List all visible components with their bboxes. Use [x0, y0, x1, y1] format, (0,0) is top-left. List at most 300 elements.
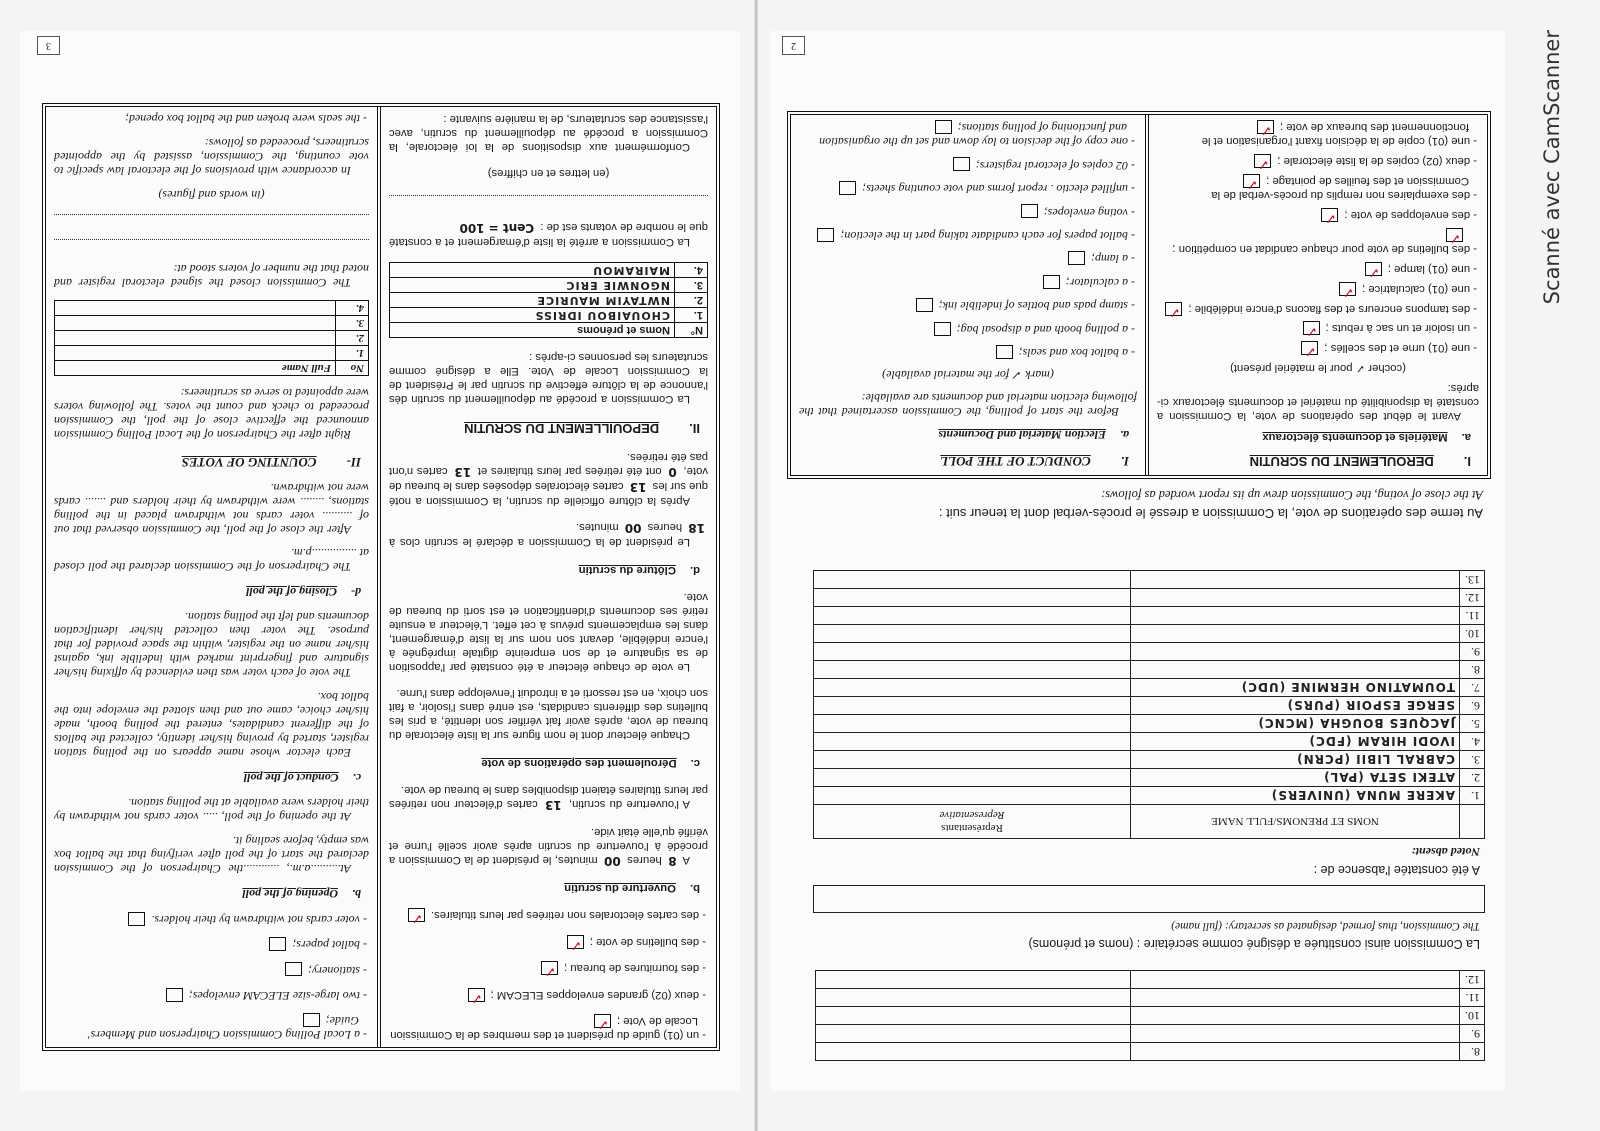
- checklist-item: [54, 988, 369, 1003]
- checkbox[interactable]: [996, 345, 1013, 359]
- row-number: 4.: [675, 262, 708, 277]
- text-segment: ont été retirées par leurs titulaires et: [474, 464, 666, 477]
- section-number: d.: [689, 563, 700, 576]
- representative-cell[interactable]: [816, 1007, 1131, 1025]
- checkmark-icon: ✓: [1324, 209, 1337, 226]
- page-number: 2: [782, 36, 805, 55]
- column-english: [791, 115, 1149, 475]
- checklist-item: [54, 1013, 369, 1042]
- header-representative: [814, 805, 1131, 839]
- header-cell: No: [336, 360, 369, 375]
- absent-label-en: Noted absent:: [1411, 845, 1480, 859]
- name-cell[interactable]: [1131, 607, 1460, 625]
- checkbox[interactable]: [1301, 341, 1318, 360]
- text-segment: A: [679, 853, 690, 866]
- row-number: 5.: [1460, 715, 1485, 733]
- checklist-item: [799, 251, 1137, 266]
- name-cell[interactable]: TOUMATINO HERMINE (UDC): [1131, 679, 1460, 697]
- text-segment: cartes n'ont pas été retirées.: [389, 450, 708, 477]
- page-number: 3: [37, 36, 60, 55]
- section-number: d-: [351, 585, 361, 600]
- table-row: [55, 345, 369, 360]
- table-row: [814, 751, 1485, 769]
- handwritten-entry[interactable]: Cent = 100: [459, 221, 535, 236]
- item-label: des bulletins de vote ;: [589, 935, 700, 948]
- item-label: des tampons encreurs et des flacons d'encre indélébile ;: [1188, 302, 1471, 315]
- checkbox[interactable]: [303, 1013, 320, 1027]
- table-row: [814, 661, 1485, 679]
- table-row: [816, 1007, 1485, 1025]
- name-cell[interactable]: [1131, 661, 1460, 679]
- item-label: une (01) lampe ;: [1387, 262, 1471, 275]
- name-cell[interactable]: [55, 345, 336, 360]
- checkbox[interactable]: [1446, 228, 1463, 246]
- handwritten-entry[interactable]: 13: [544, 798, 562, 813]
- table-row: [390, 307, 708, 322]
- closing-statement-fr: Au terme des opérations de vote, la Commission a dressé le procès-verbal dont la teneur suit :: [938, 506, 1483, 521]
- handwritten-entry[interactable]: 8: [668, 853, 677, 868]
- dotted-fill-line[interactable]: [389, 195, 708, 206]
- checkmark-icon: ✓: [1260, 122, 1272, 139]
- table-row: [816, 989, 1485, 1007]
- checklist-item: [389, 935, 708, 953]
- secretary-field[interactable]: [813, 885, 1485, 913]
- text-segment: Après la clôture officielle du scrutin, la Commission a noté que sur les: [389, 479, 708, 507]
- poll-procedure-box: [42, 103, 720, 1051]
- checklist-item: [1157, 228, 1479, 256]
- item-label: the seals were broken and the ballot box opened;: [124, 112, 360, 127]
- paragraph: [389, 520, 708, 549]
- section-number: c.: [352, 771, 361, 786]
- item-label: two large-size ELECAM envelopes;: [188, 988, 360, 1003]
- row-number: 1.: [675, 307, 708, 322]
- row-number: 12.: [1460, 971, 1485, 989]
- checklist-item: [1157, 302, 1479, 320]
- paragraph: [389, 783, 708, 812]
- checkbox[interactable]: [935, 120, 952, 134]
- table-row: [814, 769, 1485, 787]
- section-number: c.: [690, 756, 700, 769]
- item-label: des bulletins de vote pour chaque candidat en compétition ;: [1172, 242, 1471, 255]
- checkbox[interactable]: [934, 322, 951, 336]
- name-cell[interactable]: NWTAYIM MAURICE: [390, 292, 675, 307]
- name-cell[interactable]: [55, 330, 336, 345]
- name-cell[interactable]: [1131, 589, 1460, 607]
- item-label: one copy of the decision to lay down and set up the organisation and functioning of polling stations;: [819, 121, 1128, 150]
- section-title: Closing of the poll: [245, 585, 337, 600]
- secretary-label-fr: La Commission ainsi constituée a désigné comme secrétaire : (noms et prénoms): [1028, 937, 1480, 951]
- handwritten-entry[interactable]: 00: [624, 521, 642, 536]
- checkbox[interactable]: [408, 908, 425, 927]
- item-label: un (01) guide du président et des membres de la Commission Locale de Vote ;: [390, 1015, 700, 1041]
- checkbox[interactable]: [817, 228, 834, 242]
- name-cell[interactable]: [1131, 1025, 1460, 1043]
- handwritten-entry[interactable]: 13: [454, 464, 472, 479]
- row-number: 8.: [1460, 661, 1485, 679]
- table-row: [814, 787, 1485, 805]
- name-cell[interactable]: CHOUAIBOU IDRISS: [390, 307, 675, 322]
- checklist-item: [54, 112, 369, 126]
- checkbox[interactable]: [468, 988, 485, 1006]
- name-cell[interactable]: [1131, 643, 1460, 661]
- item-label: ballot papers for each candidate taking part in the election;: [840, 229, 1128, 244]
- row-number: 6.: [1460, 697, 1485, 715]
- checklist-item: [54, 962, 369, 977]
- checklist-item: [1157, 120, 1479, 148]
- text-segment: minutes, le président de la Commission a procédé à l'ouverture du scrutin après avoir scellé l'urne et vérifié qu'elle était vide.: [389, 825, 708, 866]
- representative-cell[interactable]: [814, 625, 1131, 643]
- name-cell[interactable]: ATEKI SETA (PAL): [1131, 769, 1460, 787]
- row-number: 3.: [1460, 751, 1485, 769]
- name-cell[interactable]: CABRAL LIBII (PCRN): [1131, 751, 1460, 769]
- row-number: 9.: [1460, 1025, 1485, 1043]
- column-french: [381, 107, 716, 1047]
- item-label: a ballot box and seals;: [1018, 346, 1128, 361]
- section-title: DEROULEMENT DU SCRUTIN: [1249, 454, 1434, 469]
- header-cell: N°: [675, 322, 708, 337]
- name-cell[interactable]: [1131, 571, 1460, 589]
- scrutineers-table: [389, 262, 708, 338]
- representative-cell[interactable]: [814, 715, 1131, 733]
- checklist-item: [389, 908, 708, 927]
- item-label: deux (02) copies de la liste électorale ;: [1277, 155, 1471, 167]
- header-rep-en: Representative: [939, 809, 1005, 822]
- name-cell[interactable]: [55, 300, 336, 315]
- name-cell[interactable]: [1131, 1007, 1460, 1025]
- checklist-item: [799, 298, 1137, 313]
- handwritten-entry[interactable]: 18: [688, 521, 705, 536]
- paragraph: [389, 220, 708, 249]
- section-title: DEPOUILLEMENT DU SCRUTIN: [464, 421, 660, 437]
- checklist-item: [799, 345, 1137, 360]
- name-cell[interactable]: JACQUES BOUGHA (MCNC): [1131, 715, 1460, 733]
- representative-cell[interactable]: [814, 679, 1131, 697]
- checkbox[interactable]: [1257, 120, 1274, 139]
- checklist-item: [1157, 262, 1479, 280]
- item-label: des enveloppes de vote ;: [1344, 208, 1471, 221]
- representative-cell[interactable]: [816, 1025, 1131, 1043]
- row-number: 4.: [1460, 733, 1485, 751]
- text-segment: heures: [644, 521, 686, 534]
- text-segment: La Commission a arrêté la liste d'émargement et a constaté que le nombre de votants est de :: [389, 221, 708, 249]
- representative-cell[interactable]: [814, 787, 1131, 805]
- name-cell[interactable]: NGONWIE ERIC: [390, 277, 675, 292]
- header-rep-fr: Représentants: [941, 822, 1003, 835]
- row-number: 11.: [1460, 607, 1485, 625]
- section-number: II.: [689, 421, 700, 437]
- table: [54, 300, 369, 376]
- handwritten-entry[interactable]: 00: [604, 853, 621, 868]
- subsection-heading: [389, 563, 700, 577]
- page-2: [770, 31, 1505, 1091]
- conduct-of-poll-box: [787, 111, 1491, 479]
- checklist-item: [54, 912, 369, 927]
- page-3: [20, 31, 740, 1091]
- checkbox[interactable]: [1021, 204, 1038, 218]
- item-label: un isoloir et un sac à rebuts ;: [1325, 322, 1471, 335]
- checkmark-icon: ✓: [1257, 155, 1270, 172]
- handwritten-entry[interactable]: 0: [668, 464, 677, 479]
- table-row: [814, 589, 1485, 607]
- representative-cell[interactable]: [814, 607, 1131, 625]
- section-heading: [799, 454, 1129, 468]
- members-table: [815, 970, 1485, 1061]
- table-row: [816, 971, 1485, 989]
- section-number: I.: [1120, 454, 1129, 469]
- page-fold: [754, 0, 758, 1131]
- checkbox[interactable]: [1254, 154, 1271, 172]
- subsection-heading: [54, 887, 361, 901]
- table-row: [55, 330, 369, 345]
- checklist-item: [799, 120, 1137, 149]
- section-heading: [1157, 454, 1471, 468]
- item-label: une (01) calculatrice ;: [1362, 282, 1471, 295]
- text-segment: minutes.: [575, 521, 622, 534]
- dotted-fill-line[interactable]: [54, 214, 369, 225]
- checkmark-icon: ✓: [544, 963, 557, 980]
- table-header-row: [390, 322, 708, 337]
- section-title: Conduct of the poll: [243, 771, 339, 786]
- checkbox[interactable]: [1165, 302, 1182, 320]
- checkbox[interactable]: [1339, 282, 1356, 300]
- section-title: Election Material and Documents: [938, 427, 1106, 442]
- representative-cell[interactable]: [814, 643, 1131, 661]
- scrutineers-table: [54, 300, 369, 376]
- row-number: 1.: [1460, 787, 1485, 805]
- paragraph: Before the start of polling, the Commission ascertained that the following election material and documents are available:: [799, 390, 1137, 419]
- checklist-item: [799, 158, 1137, 173]
- item-label: a calculator;: [1065, 275, 1128, 290]
- checklist-item: [799, 228, 1137, 243]
- name-cell[interactable]: [1131, 625, 1460, 643]
- table-row: [390, 277, 708, 292]
- paragraph: [389, 450, 708, 508]
- paragraph: At the opening of the poll, ..... voter cards not withdrawn by their holders were available at the polling station.: [54, 796, 369, 825]
- column-french: [1149, 115, 1487, 475]
- name-cell[interactable]: MAIRAMOU: [390, 262, 675, 277]
- row-number: 12.: [1460, 589, 1485, 607]
- checkbox[interactable]: [594, 1014, 611, 1032]
- header-full-name: NOMS ET PRENOMS/FULL NAME: [1131, 805, 1460, 839]
- camscanner-watermark: Scanné avec CamScanner: [1540, 30, 1564, 305]
- section-title: CONDUCT OF THE POLL: [940, 454, 1091, 469]
- representative-cell[interactable]: [814, 769, 1131, 787]
- checklist-item: [1157, 174, 1479, 202]
- checkmark-icon: ✓: [1449, 229, 1461, 246]
- table: [389, 262, 708, 338]
- section-number: a.: [1120, 427, 1129, 442]
- note-text: (in words and figures): [158, 188, 265, 202]
- table-row: [390, 262, 708, 277]
- checklist-item: [1157, 154, 1479, 172]
- checklist-item: [389, 1014, 708, 1042]
- checklist-item: [389, 988, 708, 1006]
- item-label: a lamp;: [1091, 252, 1128, 267]
- text-segment: Le président de la Commission a déclaré le scrutin clos à: [389, 536, 690, 549]
- item-label: a Local Polling Commission Chairperson and Members' Guide;: [88, 1014, 360, 1042]
- paragraph: At..........a.m., ............the Chairperson of the Commission declared the start of the poll after verifying that the ballot box was empty, before sealing it.: [54, 834, 369, 877]
- checklist-item: [799, 181, 1137, 196]
- checkbox[interactable]: [541, 961, 558, 980]
- row-number: 9.: [1460, 643, 1485, 661]
- paragraph: In accordance with provisions of the electoral law specific to vote counting, the Commission, assisted by the appointed scrutineers, proceeded as follows:: [54, 136, 369, 179]
- checkbox[interactable]: [1068, 251, 1085, 265]
- paragraph: La Commission a procédé au dépouillement du scrutin dès l'annonce de la clôture effective du scrutin par le Président de la Commission Locale de Vote. Elle a désigné comme scrutateurs les personnes ci-après :: [389, 351, 708, 406]
- paragraph: Chaque électeur dont le nom figure sur la liste électorale du bureau de vote, après avoir fait vérifier son identité, a pris les bulletins des différents candidats, est entré dans l'isoloir, a fait son choix, en est ressorti et a introduit l'enveloppe dans l'urne.: [389, 687, 708, 742]
- checklist-item: [1157, 282, 1479, 300]
- checkmark-icon: ✓: [470, 989, 483, 1006]
- item-label: voter cards not withdrawn by their holders.: [151, 913, 360, 928]
- paragraph: The Commission closed the signed electoral register and noted that the number of voters stood at:: [54, 261, 369, 290]
- checklist-item: [389, 961, 708, 980]
- name-cell[interactable]: [1131, 971, 1460, 989]
- section-title: Déroulement des opérations de vote: [481, 756, 677, 769]
- table-row: [55, 300, 369, 315]
- table-row: [814, 571, 1485, 589]
- checklist-item: [54, 937, 369, 952]
- table-row: [814, 679, 1485, 697]
- text-segment: A l'ouverture du scrutin,: [564, 798, 690, 811]
- checkbox[interactable]: [839, 181, 856, 195]
- checkbox[interactable]: [953, 158, 970, 172]
- row-number: 1.: [336, 345, 369, 360]
- item-label: unfilled electio . report forms and vote counting sheets;: [862, 182, 1128, 197]
- table-row: [814, 715, 1485, 733]
- table-row: [814, 643, 1485, 661]
- checkbox[interactable]: [567, 935, 584, 953]
- row-number: 3.: [675, 277, 708, 292]
- checkbox[interactable]: [128, 912, 145, 926]
- note-text: (cocher ✓ pour le matériel présent): [1230, 362, 1406, 375]
- subsection-heading: [1157, 430, 1471, 444]
- checkmark-icon: ✓: [1305, 323, 1318, 340]
- representative-cell[interactable]: [816, 971, 1131, 989]
- item-label: stationery;: [308, 963, 360, 978]
- item-label: 02 copies of electoral registers;: [975, 158, 1128, 173]
- representative-cell[interactable]: [814, 697, 1131, 715]
- item-label: des fournitures de bureau ;: [564, 962, 700, 975]
- checkbox[interactable]: [166, 988, 183, 1002]
- checkbox[interactable]: [285, 962, 302, 976]
- row-number: 10.: [1460, 1007, 1485, 1025]
- table-row: [814, 607, 1485, 625]
- checkbox[interactable]: [1365, 262, 1382, 280]
- section-number: a.: [1461, 431, 1471, 444]
- section-number: b.: [352, 887, 361, 902]
- representative-cell[interactable]: [814, 661, 1131, 679]
- item-label: ballot papers;: [292, 938, 360, 953]
- section-title: Opening of the poll: [242, 887, 338, 902]
- checkbox[interactable]: [269, 937, 286, 951]
- row-number: 3.: [336, 315, 369, 330]
- subsection-heading: [799, 428, 1129, 442]
- paragraph: Avant le début des opérations de vote, la Commission a constaté la disponibilité du matériel et documents électoraux ci-après:: [1157, 382, 1479, 423]
- checklist-item: [799, 322, 1137, 337]
- name-cell[interactable]: [1131, 1043, 1460, 1061]
- item-label: deux (02) grandes enveloppes ELECAM ;: [490, 988, 700, 1001]
- name-cell[interactable]: SERGE ESPOIR (PURS): [1131, 697, 1460, 715]
- checkbox[interactable]: [916, 298, 933, 312]
- checklist-item: [1157, 341, 1479, 360]
- checkbox[interactable]: [1043, 275, 1060, 289]
- text-segment: cartes d'électeur non retirées par leurs titulaires étaient disponibles dans le bureau de vote.: [389, 784, 708, 811]
- section-heading: [389, 421, 700, 435]
- row-number: 2.: [675, 292, 708, 307]
- item-label: a polling booth and a disposal bag;: [956, 322, 1128, 337]
- column-english: [46, 107, 381, 1047]
- paragraph: Le vote de chaque électeur a été constaté par l'apposition de sa signature et de son empreinte digitale imprégnée à l'encre indélébile, devant son nom sur la liste d'émargement, dans les emplacements prévus à cet effet. L'électeur a ensuite retiré ses documents d'identification et est sorti du bureau de vote.: [389, 591, 708, 674]
- note-text: (en lettres et en chiffres): [487, 167, 610, 180]
- checkbox[interactable]: [1303, 321, 1320, 340]
- representative-cell[interactable]: [816, 989, 1131, 1007]
- subsection-heading: [389, 756, 700, 770]
- section-number: II-: [346, 454, 361, 470]
- checklist-item: [1157, 208, 1479, 226]
- text-segment: cartes électorales déposées dans le bureau de vote,: [388, 464, 708, 492]
- dotted-fill-line[interactable]: [54, 239, 369, 250]
- checkmark-icon: ✓: [1342, 283, 1355, 300]
- item-label: une (01) urne et des scellés ;: [1324, 342, 1471, 355]
- table-header-row: [55, 360, 369, 375]
- table-row: [814, 733, 1485, 751]
- name-cell[interactable]: IVODI HIRAM (FDC): [1131, 733, 1460, 751]
- paragraph: Right after the Chairperson of the Local Polling Commission announced the effective close of the poll, the Commission proceeded to check and count the votes. The following voters were appointed to serve as scrutineers:: [54, 385, 369, 442]
- row-number: 11.: [1460, 989, 1485, 1007]
- checkmark-icon: ✓: [570, 936, 582, 953]
- checkmark-icon: ✓: [1368, 263, 1380, 280]
- representative-cell[interactable]: [816, 1043, 1131, 1061]
- secretary-label-en: The Commission, thus formed, designated as secretary: (full name): [1171, 920, 1480, 932]
- item-label: des exemplaires non remplis du procès-verbal de la Commission et des feuilles de pointage ;: [1211, 174, 1471, 201]
- representative-cell[interactable]: [814, 571, 1131, 589]
- table-row: [55, 315, 369, 330]
- header-cell: Noms et prénoms: [390, 322, 675, 337]
- representative-cell[interactable]: [814, 751, 1131, 769]
- paragraph: After the close of the poll, the Commission observed that out of .......... voter cards not withdrawn placed in the polling stations, ........ were withdrawn by their holders and ....... cards were not withdrawn.: [54, 480, 369, 537]
- subsection-heading: [389, 881, 700, 895]
- checkmark-icon: ✓: [1246, 175, 1259, 192]
- absent-label-fr: A été constatée l'absence de :: [1313, 863, 1480, 877]
- row-number: 2.: [1460, 769, 1485, 787]
- section-title: Ouverture du scrutin: [564, 881, 676, 894]
- table-row: [814, 625, 1485, 643]
- representative-cell[interactable]: [814, 589, 1131, 607]
- checkbox[interactable]: [1243, 174, 1260, 192]
- checkmark-icon: ✓: [1304, 343, 1317, 360]
- table-row: [390, 292, 708, 307]
- name-cell[interactable]: [1131, 989, 1460, 1007]
- section-title: COUNTING OF VOTES: [181, 454, 317, 470]
- paragraph: [389, 825, 708, 868]
- name-cell[interactable]: AKERE MUNA (UNIVERS): [1131, 787, 1460, 805]
- checklist-item: [1157, 321, 1479, 340]
- handwritten-entry[interactable]: 13: [629, 479, 647, 494]
- closing-statement-en: At the close of voting, the Commission drew up its report worded as follows:: [1101, 488, 1483, 502]
- note-text: (mark ✓ for the material available): [882, 368, 1054, 383]
- subsection-heading: [54, 585, 361, 599]
- checkmark-icon: ✓: [597, 1015, 609, 1032]
- name-cell[interactable]: [55, 315, 336, 330]
- checkmark-icon: ✓: [411, 910, 423, 927]
- checkbox[interactable]: [1321, 208, 1338, 226]
- paragraph: Each elector whose name appears on the polling station register, started by proving his/her identity, collected the ballots of the different candidates, entered the polling booth, made his/her choice, came out and then slotted the envelope into the ballot box.: [54, 690, 369, 761]
- section-number: b.: [689, 881, 700, 894]
- representative-cell[interactable]: [814, 733, 1131, 751]
- section-number: I.: [1463, 454, 1471, 469]
- item-label: stamp pads and bottles of indelible ink;: [938, 299, 1128, 314]
- paragraph: The Chairperson of the Commission declared the poll closed at ...............p.m.: [54, 546, 369, 575]
- section-heading: [54, 455, 361, 469]
